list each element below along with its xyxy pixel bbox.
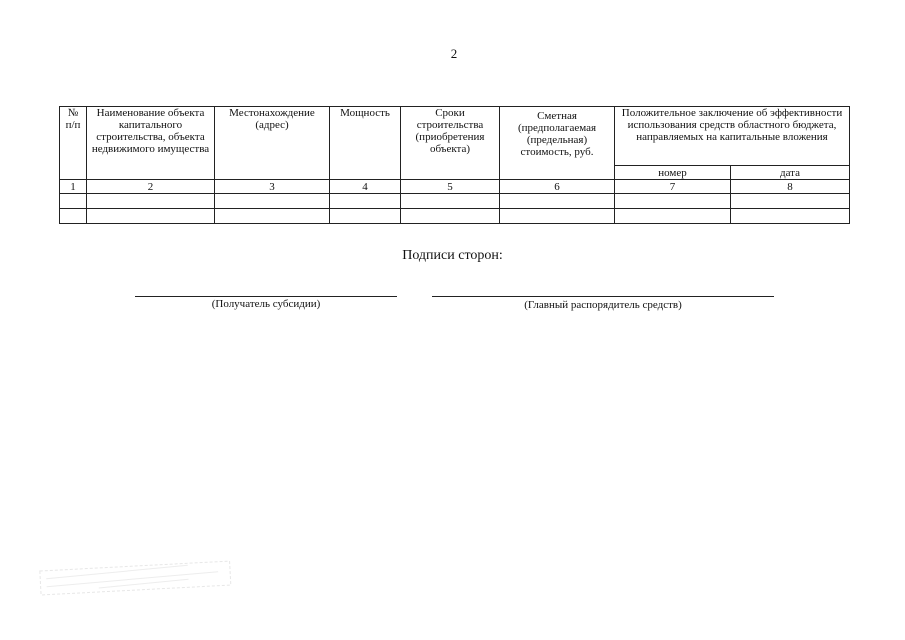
table-cell bbox=[615, 194, 731, 209]
faded-stamp-mark bbox=[37, 543, 235, 601]
header-estimated-cost: Сметная (предполагаемая (предельная) стоимость, руб. bbox=[500, 107, 615, 180]
table-cell bbox=[330, 209, 401, 224]
table-cell bbox=[500, 209, 615, 224]
manager-signature-line bbox=[432, 296, 774, 297]
table-cell bbox=[500, 194, 615, 209]
capital-construction-table bbox=[59, 106, 850, 224]
header-conclusion: Положительное заключение об эффективности использования средств областного бюджета, направляемых на капитальные вложения bbox=[615, 107, 850, 166]
signatures-title: Подписи сторон: bbox=[402, 248, 503, 263]
table-cell bbox=[60, 209, 87, 224]
column-number: 2 bbox=[87, 180, 215, 194]
manager-signature-label: (Главный распорядитель средств) bbox=[524, 299, 682, 311]
table-cell bbox=[401, 194, 500, 209]
column-number: 3 bbox=[215, 180, 330, 194]
column-number: 8 bbox=[731, 180, 850, 194]
column-number: 1 bbox=[60, 180, 87, 194]
table-cell bbox=[87, 194, 215, 209]
table-header-row bbox=[60, 107, 850, 166]
table-cell bbox=[215, 194, 330, 209]
table-cell bbox=[215, 209, 330, 224]
header-location: Местонахождение (адрес) bbox=[215, 107, 330, 180]
header-conclusion-number: номер bbox=[615, 166, 731, 180]
header-conclusion-date: дата bbox=[731, 166, 850, 180]
column-number: 6 bbox=[500, 180, 615, 194]
header-object-name: Наименование объекта капитального строительства, объекта недвижимого имущества bbox=[87, 107, 215, 180]
column-numbers-row bbox=[60, 180, 850, 194]
table-cell bbox=[615, 209, 731, 224]
table-row bbox=[60, 194, 850, 209]
table-cell bbox=[731, 194, 850, 209]
table-row bbox=[60, 209, 850, 224]
table-cell bbox=[330, 194, 401, 209]
table-cell bbox=[60, 194, 87, 209]
page-number: 2 bbox=[450, 46, 458, 61]
table-cell bbox=[731, 209, 850, 224]
recipient-signature-label: (Получатель субсидии) bbox=[211, 298, 321, 310]
header-capacity: Мощность bbox=[330, 107, 401, 180]
column-number: 7 bbox=[615, 180, 731, 194]
header-terms: Сроки строительства (приобретения объекта) bbox=[401, 107, 500, 180]
table-cell bbox=[401, 209, 500, 224]
column-number: 5 bbox=[401, 180, 500, 194]
header-num: № п/п bbox=[60, 107, 87, 180]
recipient-signature-line bbox=[135, 296, 397, 297]
column-number: 4 bbox=[330, 180, 401, 194]
table-cell bbox=[87, 209, 215, 224]
